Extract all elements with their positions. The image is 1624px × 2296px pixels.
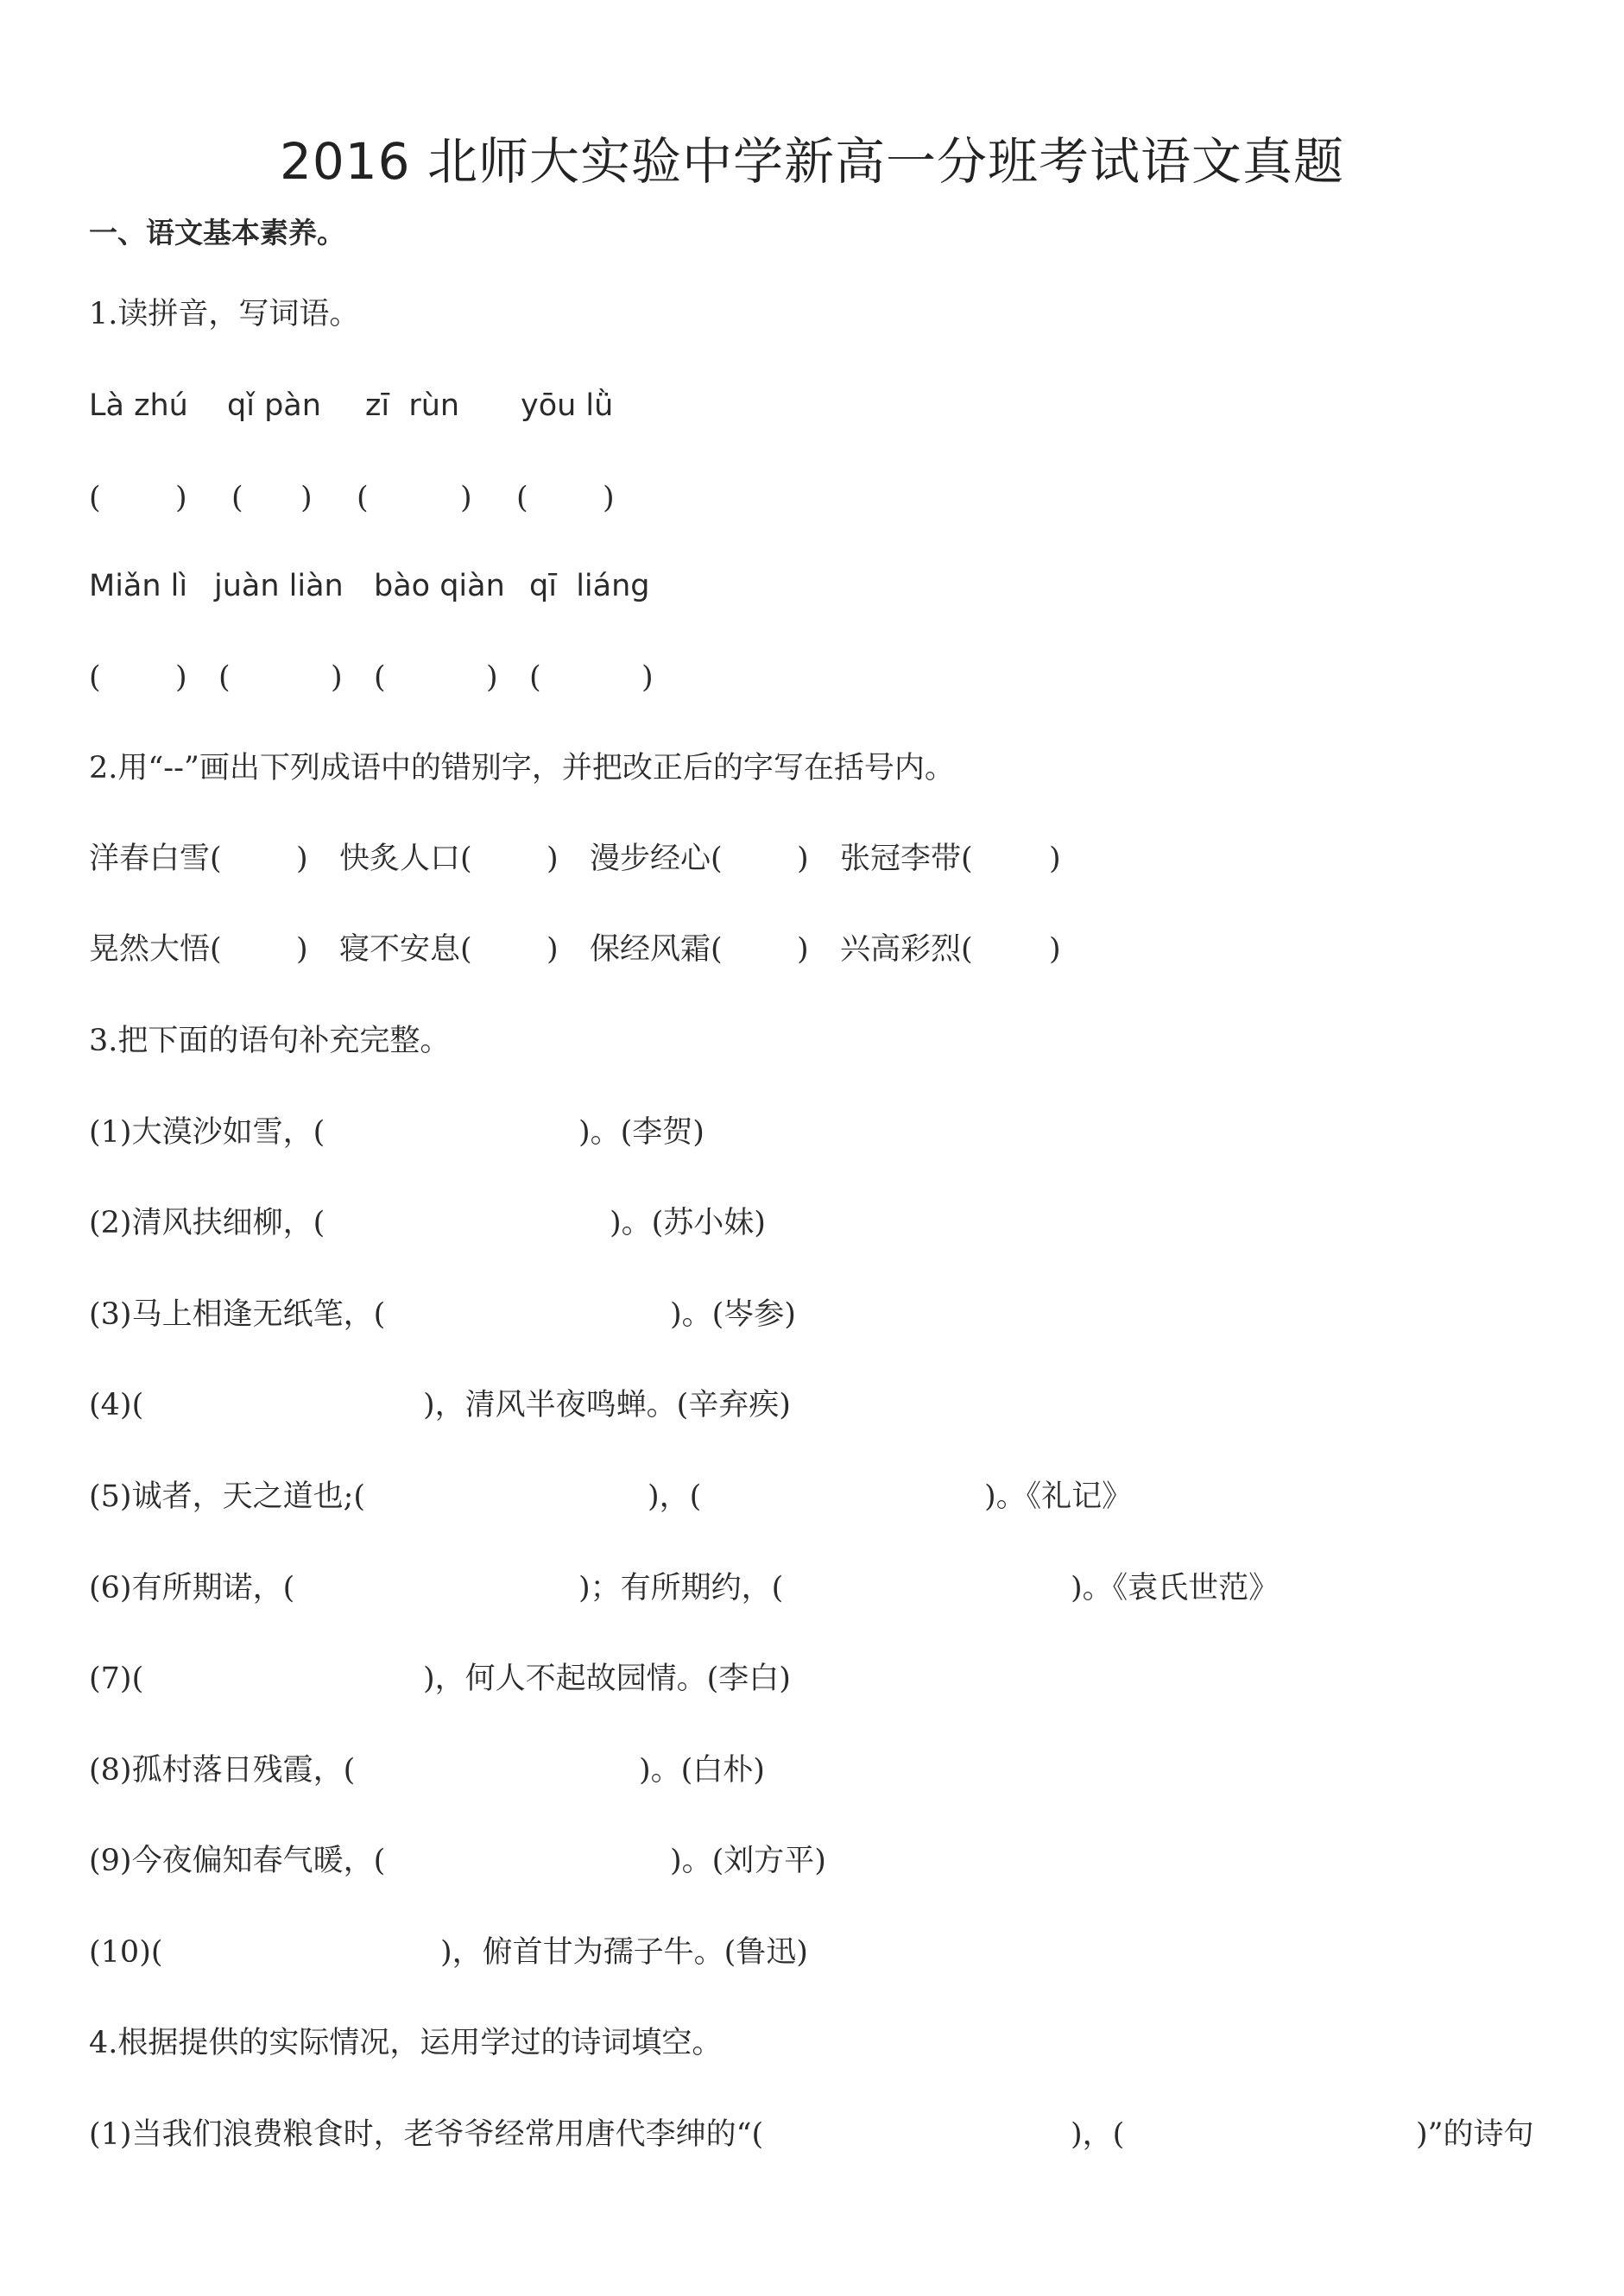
fill-text: )，( [1071,2117,1125,2152]
close-paren: ) [331,660,343,695]
close-paren: ) [486,660,498,695]
section-heading: 一、语文基本素养。 [89,216,345,249]
fill-text: (4)( [89,1388,144,1422]
pinyin: qī liáng [529,569,650,603]
fill-text: (6)有所期诺，( [89,1571,295,1605]
pinyin: Là zhú [89,388,188,423]
fill-text: )，清风半夜鸣蝉。(辛弃疾) [423,1388,791,1422]
idiom-item: 张冠李带( [840,842,973,876]
close-paren: ) [547,932,559,967]
idiom-item: 快炙人口( [339,842,472,876]
fill-text: (3)马上相逢无纸笔，( [89,1297,386,1332]
fill-text: )，何人不起故园情。(李白) [423,1662,791,1696]
fill-text: (7)( [89,1662,144,1696]
fill-text: )，( [648,1479,702,1514]
open-paren: ( [89,481,101,515]
close-paren: ) [175,481,187,515]
close-paren: ) [460,481,472,515]
pinyin: qǐ pàn [227,388,321,423]
fill-text: (2)清风扶细柳，( [89,1206,325,1240]
open-paren: ( [218,660,231,695]
idiom-item: 晃然大悟( [89,932,222,967]
fill-text: )；有所期约，( [578,1571,784,1605]
fill-text: (1)当我们浪费粮食时，老爷爷经常用唐代李绅的“( [89,2117,764,2152]
fill-text: )。(白朴) [639,1753,765,1788]
open-paren: ( [89,660,101,695]
idiom-item: 保经风霜( [590,932,723,967]
close-paren: ) [797,932,809,967]
fill-text: )。(刘方平) [670,1844,826,1878]
pinyin: juàn liàn [214,569,344,603]
close-paren: ) [296,842,308,876]
pinyin: yōu lǜ [521,388,614,423]
open-paren: ( [231,481,243,515]
open-paren: ( [516,481,528,515]
close-paren: ) [641,660,654,695]
fill-text: )”的诗句 [1416,2117,1534,2152]
question-4-heading: 4.根据提供的实际情况，运用学过的诗词填空。 [89,2026,723,2060]
close-paren: ) [175,660,187,695]
close-paren: ) [547,842,559,876]
question-1-heading: 1.读拼音，写词语。 [89,297,360,331]
close-paren: ) [296,932,308,967]
question-2-heading: 2.用“--”画出下列成语中的错别字，并把改正后的字写在括号内。 [89,751,955,785]
fill-text: )。(苏小妹) [610,1206,766,1240]
open-paren: ( [529,660,541,695]
open-paren: ( [357,481,369,515]
idiom-item: 洋春白雪( [89,842,222,876]
fill-text: )。《礼记》 [984,1479,1133,1514]
pinyin: Miǎn lì [89,569,188,603]
question-3-heading: 3.把下面的语句补充完整。 [89,1024,451,1058]
close-paren: ) [300,481,313,515]
pinyin: bào qiàn [374,569,505,603]
fill-text: (8)孤村落日残霞，( [89,1753,356,1788]
fill-text: )。《袁氏世范》 [1071,1571,1280,1605]
close-paren: ) [603,481,615,515]
close-paren: ) [797,842,809,876]
fill-text: (1)大漠沙如雪，( [89,1115,325,1150]
close-paren: ) [1049,842,1061,876]
fill-text: )。(岑参) [670,1297,796,1332]
close-paren: ) [1049,932,1061,967]
page-title: 2016 北师大实验中学新高一分班考试语文真题 [279,132,1345,191]
idiom-item: 漫步经心( [590,842,723,876]
fill-text: )，俯首甘为孺子牛。(鲁迅) [440,1935,808,1970]
fill-text: (9)今夜偏知春气暖，( [89,1844,386,1878]
open-paren: ( [374,660,386,695]
pinyin: zī rùn [365,388,460,423]
fill-text: (5)诚者，天之道也;( [89,1479,366,1514]
idiom-item: 兴高彩烈( [840,932,973,967]
idiom-item: 寝不安息( [339,932,472,967]
fill-text: (10)( [89,1935,163,1970]
fill-text: )。(李贺) [578,1115,705,1150]
